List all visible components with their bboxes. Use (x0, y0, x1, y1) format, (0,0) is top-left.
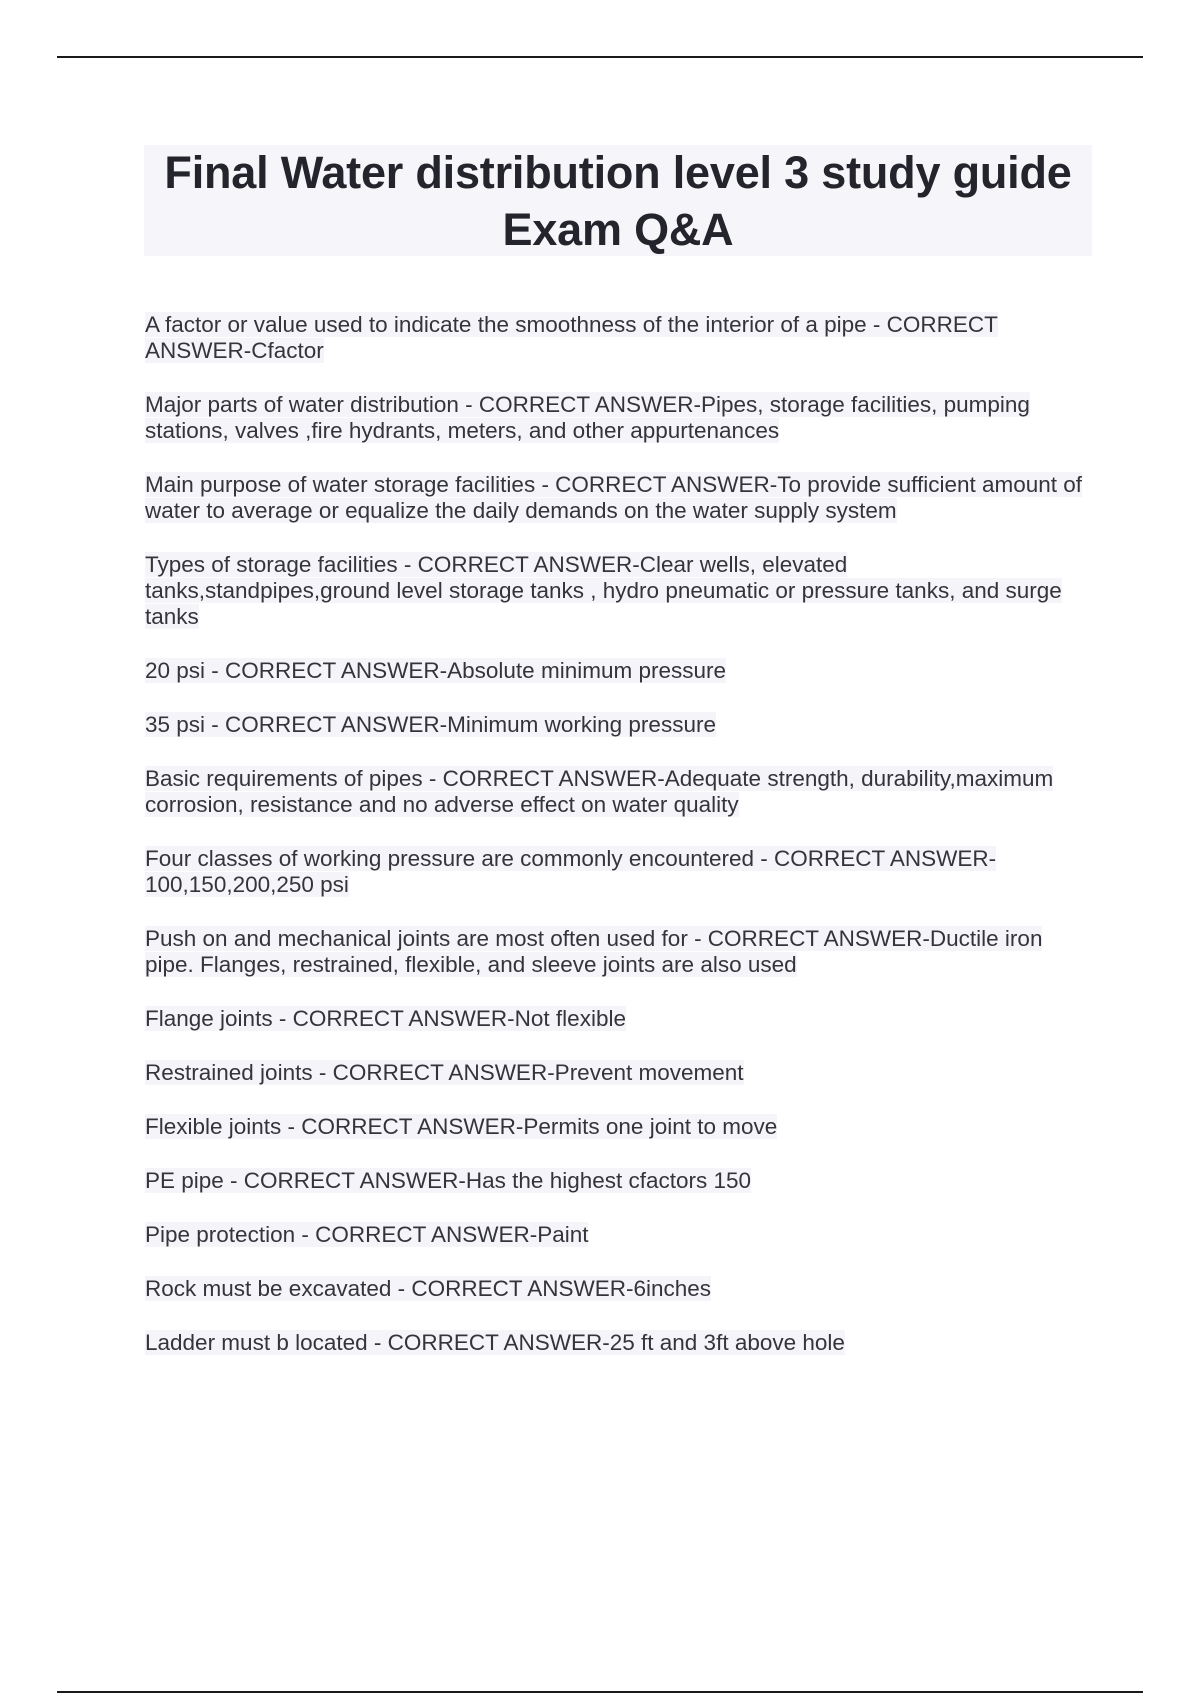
qa-item-flange-joints (145, 1006, 1095, 1032)
qa-text: Main purpose of water storage facilities - CORRECT ANSWER-To provide sufficient amount of water to average or equalize the daily demands on the water supply system (145, 472, 1083, 523)
qa-text: Basic requirements of pipes - CORRECT ANSWER-Adequate strength, durability,maximum corrosion, resistance and no adverse effect on water quality (145, 766, 1054, 817)
qa-item-storage-purpose (145, 472, 1095, 524)
qa-text: Types of storage facilities - CORRECT ANSWER-Clear wells, elevated tanks,standpipes,ground level storage tanks , hydro pneumatic or pressure tanks, and surge tanks (145, 552, 1062, 629)
qa-item-flexible-joints (145, 1114, 1095, 1140)
qa-item-20-psi (145, 658, 1095, 684)
qa-list (145, 312, 1095, 1384)
qa-item-cfactor (145, 312, 1095, 364)
qa-text: A factor or value used to indicate the smoothness of the interior of a pipe - CORRECT ANSWER-Cfactor (145, 312, 998, 363)
top-divider (57, 56, 1143, 58)
qa-text: 20 psi - CORRECT ANSWER-Absolute minimum pressure (145, 658, 726, 683)
bottom-divider (57, 1691, 1143, 1693)
qa-text: Ladder must b located - CORRECT ANSWER-25 ft and 3ft above hole (145, 1330, 845, 1355)
qa-item-rock-excavation (145, 1276, 1095, 1302)
qa-text: PE pipe - CORRECT ANSWER-Has the highest cfactors 150 (145, 1168, 752, 1193)
qa-item-pe-pipe (145, 1168, 1095, 1194)
qa-text: Major parts of water distribution - CORRECT ANSWER-Pipes, storage facilities, pumping stations, valves ,fire hydrants, meters, and other appurtenances (145, 392, 1030, 443)
qa-text: 35 psi - CORRECT ANSWER-Minimum working pressure (145, 712, 716, 737)
qa-item-pipe-requirements (145, 766, 1095, 818)
qa-item-pressure-classes (145, 846, 1095, 898)
qa-item-35-psi (145, 712, 1095, 738)
qa-item-storage-types (145, 552, 1095, 630)
qa-item-pipe-protection (145, 1222, 1095, 1248)
qa-item-major-parts (145, 392, 1095, 444)
qa-text: Rock must be excavated - CORRECT ANSWER-6inches (145, 1276, 712, 1301)
qa-text: Restrained joints - CORRECT ANSWER-Prevent movement (145, 1060, 744, 1085)
qa-item-push-on-joints (145, 926, 1095, 978)
page-title: Final Water distribution level 3 study guide Exam Q&A (164, 146, 1072, 255)
qa-text: Four classes of working pressure are commonly encountered - CORRECT ANSWER-100,150,200,250 psi (145, 846, 997, 897)
qa-text: Push on and mechanical joints are most often used for - CORRECT ANSWER-Ductile iron pipe. Flanges, restrained, flexible, and sleeve joints are also used (145, 926, 1043, 977)
qa-text: Pipe protection - CORRECT ANSWER-Paint (145, 1222, 589, 1247)
title-banner (144, 145, 1092, 256)
qa-item-ladder-location (145, 1330, 1095, 1356)
qa-text: Flexible joints - CORRECT ANSWER-Permits one joint to move (145, 1114, 778, 1139)
qa-text: Flange joints - CORRECT ANSWER-Not flexible (145, 1006, 626, 1031)
qa-item-restrained-joints (145, 1060, 1095, 1086)
